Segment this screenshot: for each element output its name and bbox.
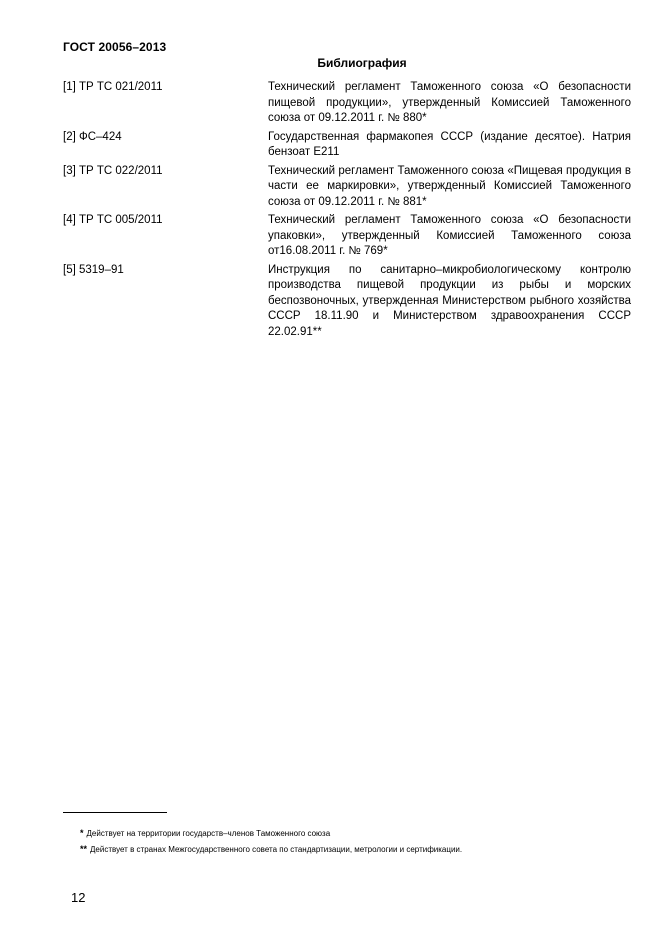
bibliography-reference: [4] ТР ТС 005/2011 (63, 214, 163, 226)
bibliography-list (63, 80, 631, 343)
bibliography-entry (63, 80, 631, 127)
footnote-text: Действует на территории государств–членов Таможенного союза (86, 829, 331, 838)
bibliography-reference: [3] ТР ТС 022/2011 (63, 164, 163, 177)
bibliography-description: Инструкция по санитарно–микробиологическому контролю производства пищевой продукции из рыбы и морских беспозвоночных, утвержденная Министерством рыбного хозяйства СССР 18.11.90 и Министерством здравоохранения СССР 22.02.91** (268, 263, 631, 338)
document-code: ГОСТ 20056–2013 (63, 40, 167, 54)
bibliography-reference: [2] ФС–424 (63, 130, 122, 143)
bibliography-reference: [5] 5319–91 (63, 263, 124, 276)
footnote (80, 828, 330, 839)
bibliography-entry (63, 164, 631, 211)
footnote (80, 844, 462, 855)
bibliography-entry (63, 213, 631, 260)
page-number: 12 (71, 890, 86, 905)
bibliography-description: Государственная фармакопея СССР (издание десятое). Натрия бензоат Е211 (268, 130, 631, 158)
section-title: Библиография (317, 56, 407, 70)
bibliography-entry (63, 130, 631, 161)
footnote-separator (63, 812, 167, 813)
bibliography-description: Технический регламент Таможенного союза «О безопасности упаковки», утвержденный Комиссией Таможенного союза от16.08.2011 г. № 769* (268, 214, 631, 257)
bibliography-description: Технический регламент Таможенного союза «О безопасности пищевой продукции», утвержденный Комиссией Таможенного союза от 09.12.2011 г. № 880* (268, 81, 631, 124)
bibliography-reference: [1] ТР ТС 021/2011 (63, 81, 163, 93)
bibliography-description: Технический регламент Таможенного союза «Пищевая продукция в части ее маркировки», утвержденный Комиссией Таможенного союза от 09.12.2011 г. № 881* (268, 164, 631, 208)
footnote-mark: ** (80, 844, 88, 854)
bibliography-entry (63, 263, 631, 341)
footnote-text: Действует в странах Межгосударственного совета по стандартизации, метрологии и сертификации. (90, 845, 463, 854)
footnote-mark: * (80, 828, 84, 838)
